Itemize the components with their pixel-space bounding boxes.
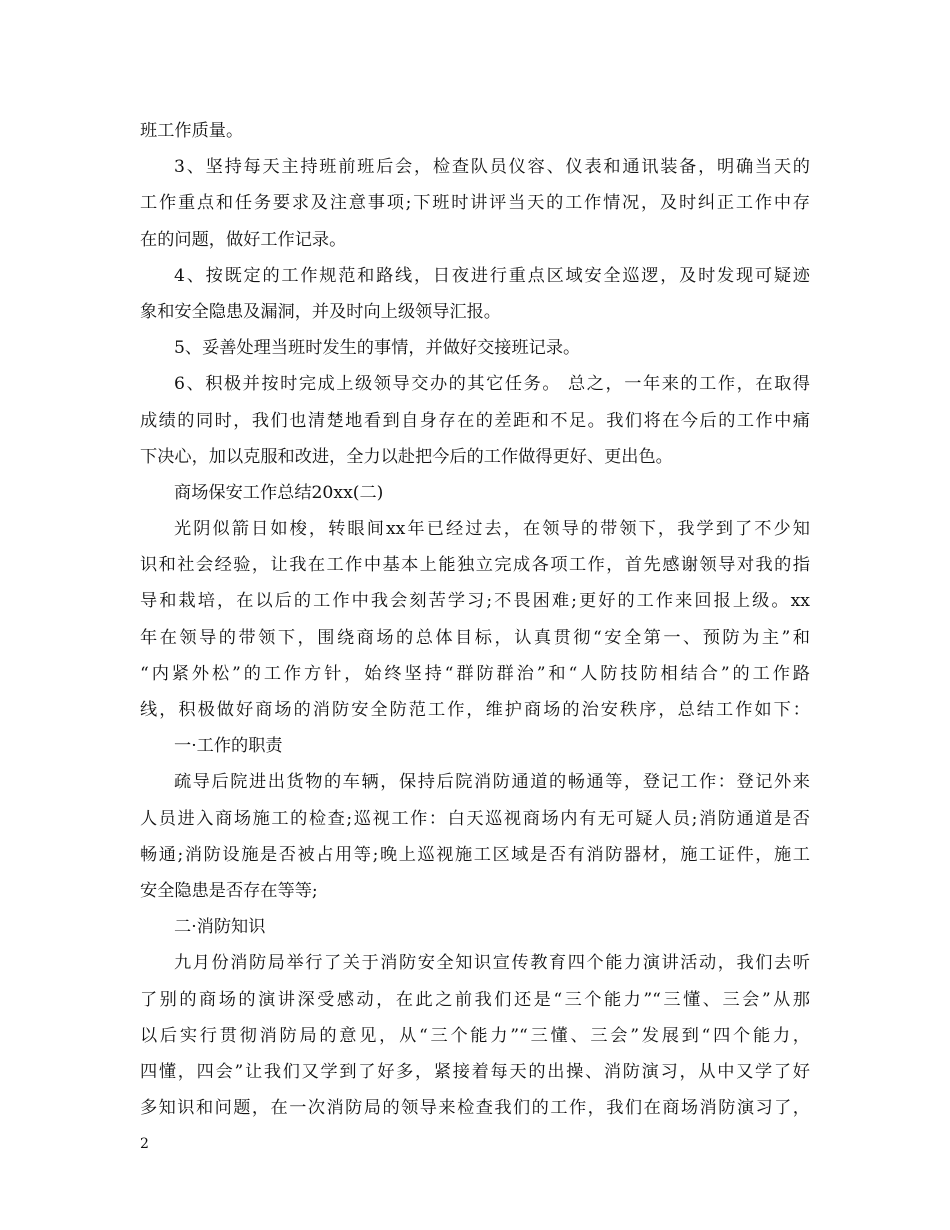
text-line: 识和社会经验，让我在工作中基本上能独立完成各项工作，首先感谢领导对我的指 bbox=[140, 555, 810, 576]
text-line: 4、按既定的工作规范和路线，日夜进行重点区域安全巡逻，及时发现可疑迹 bbox=[174, 265, 810, 286]
text-line: 商场保安工作总结20xx(二) bbox=[174, 482, 384, 503]
text-line: 象和安全隐患及漏洞，并及时向上级领导汇报。 bbox=[140, 301, 501, 322]
text-line: 疏导后院进出货物的车辆，保持后院消防通道的畅通等，登记工作：登记外来 bbox=[174, 772, 810, 793]
text-line: 安全隐患是否存在等等; bbox=[140, 880, 318, 901]
text-line: 下决心，加以克服和改进，全力以赴把今后的工作做得更好、更出色。 bbox=[140, 446, 673, 467]
text-line: 导和栽培，在以后的工作中我会刻苦学习;不畏困难;更好的工作来回报上级。xx bbox=[140, 591, 810, 612]
text-line: 在的问题，做好工作记录。 bbox=[140, 229, 347, 250]
text-line: 6、积极并按时完成上级领导交办的其它任务。 总之，一年来的工作，在取得 bbox=[174, 374, 810, 395]
text-line: 光阴似箭日如梭，转眼间xx年已经过去，在领导的带领下，我学到了不少知 bbox=[174, 519, 810, 540]
page-number: 2 bbox=[140, 1136, 149, 1152]
text-line: 四懂，四会”让我们又学到了好多，紧接着每天的出操、消防演习，从中又学了好 bbox=[140, 1061, 810, 1082]
text-line: 了别的商场的演讲深受感动，在此之前我们还是“三个能力”“三懂、三会”从那 bbox=[140, 989, 810, 1010]
text-line: 畅通;消防设施是否被占用等;晚上巡视施工区域是否有消防器材，施工证件，施工 bbox=[140, 844, 810, 865]
text-line: 班工作质量。 bbox=[140, 121, 244, 141]
document-body bbox=[140, 113, 810, 1126]
text-line: 年在领导的带领下，围绕商场的总体目标，认真贯彻“安全第一、预防为主”和 bbox=[140, 627, 810, 648]
text-line: “内紧外松”的工作方针，始终坚持“群防群治”和“人防技防相结合”的工作路 bbox=[140, 663, 810, 684]
text-line: 多知识和问题，在一次消防局的领导来检查我们的工作，我们在商场消防演习了， bbox=[140, 1098, 810, 1119]
text-line: 人员进入商场施工的检查;巡视工作：白天巡视商场内有无可疑人员;消防通道是否 bbox=[140, 808, 810, 829]
text-line: 3、坚持每天主持班前班后会，检查队员仪容、仪表和通讯装备，明确当天的 bbox=[174, 157, 810, 178]
text-line: 工作重点和任务要求及注意事项;下班时讲评当天的工作情况，及时纠正工作中存 bbox=[140, 193, 810, 214]
text-line: 二·消防知识 bbox=[174, 917, 266, 938]
text-line: 以后实行贯彻消防局的意见，从“三个能力”“三懂、三会”发展到“四个能力， bbox=[140, 1025, 810, 1046]
text-line: 成绩的同时，我们也清楚地看到自身存在的差距和不足。我们将在今后的工作中痛 bbox=[140, 410, 810, 431]
text-line: 线，积极做好商场的消防安全防范工作，维护商场的治安秩序，总结工作如下： bbox=[140, 700, 810, 720]
text-line: 5、妥善处理当班时发生的事情，并做好交接班记录。 bbox=[174, 338, 581, 359]
text-line: 九月份消防局举行了关于消防安全知识宣传教育四个能力演讲活动，我们去听 bbox=[174, 953, 810, 974]
text-line: 一·工作的职责 bbox=[174, 736, 283, 757]
